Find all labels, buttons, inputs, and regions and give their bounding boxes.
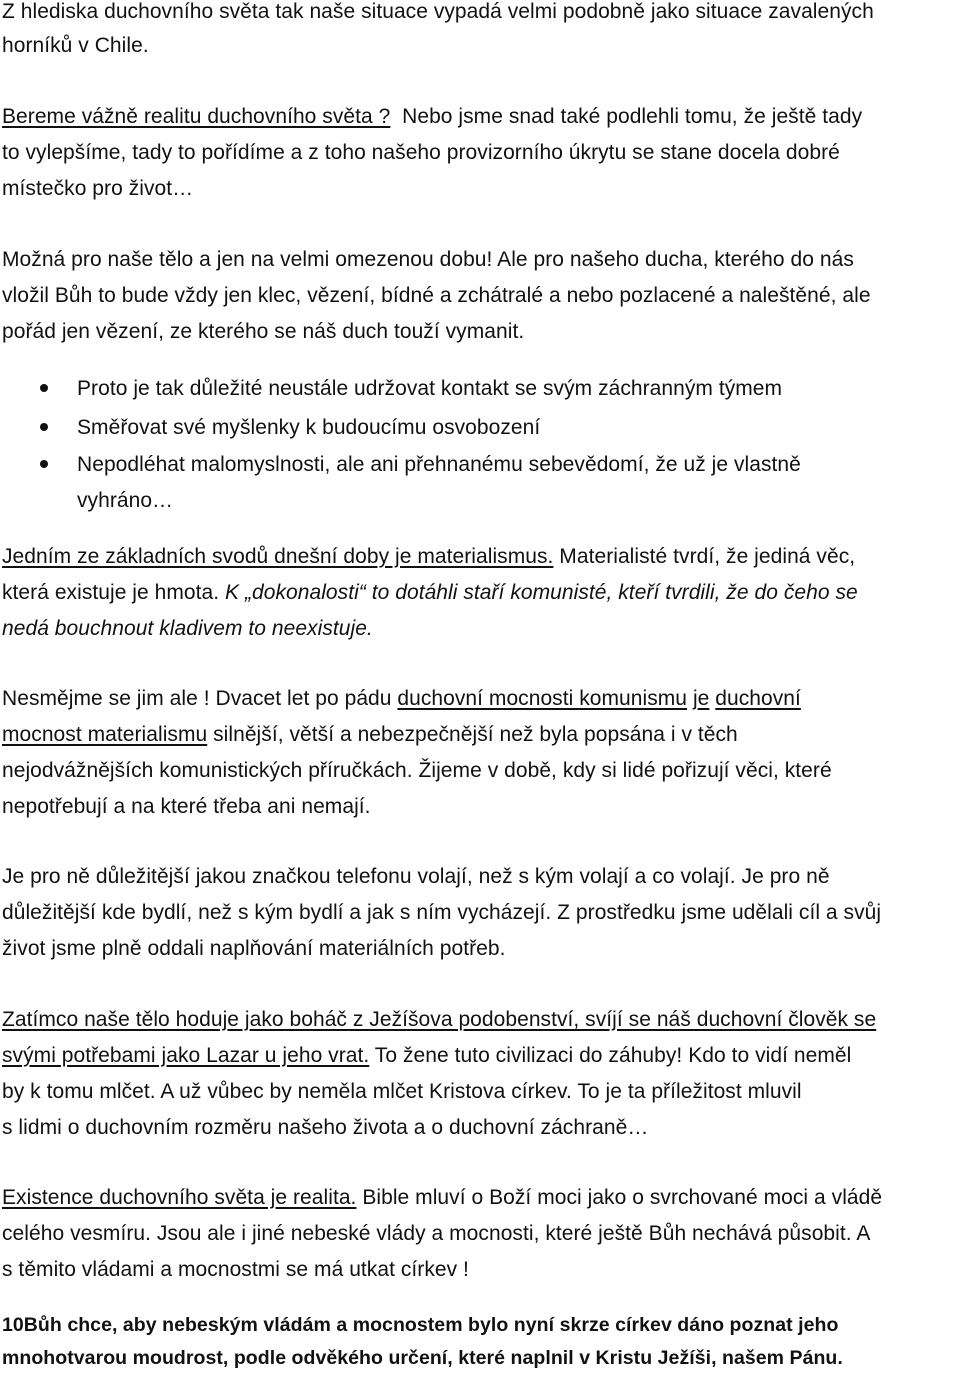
paragraph-7-line-4: s lidmi o duchovním rozměru našeho života a o duchovní záchraně… — [2, 1116, 649, 1139]
underlined-phrase: Bereme vážně realitu duchovního světa ? — [2, 105, 391, 128]
paragraph-6-line-3: život jsme plně oddali naplňování materiálních potřeb. — [2, 937, 506, 960]
bullet-item-3-line-1: Nepodléhat malomyslnosti, ale ani přehnanému sebevědomí, že už je vlastně — [77, 453, 801, 476]
text-run: která existuje je hmota. — [2, 581, 226, 604]
paragraph-4-line-3: nedá bouchnout kladivem to neexistuje. — [2, 617, 373, 640]
bullet-icon — [40, 384, 48, 392]
text-run: Bible mluví o Boží moci jako o svrchované moci a vládě — [356, 1186, 883, 1209]
paragraph-4-line-2 — [2, 575, 858, 611]
paragraph-1-line-1: Z hlediska duchovního světa tak naše situace vypadá velmi podobně jako situace zavalených — [2, 0, 874, 23]
paragraph-3-line-1: Možná pro naše tělo a jen na velmi omezenou dobu! Ale pro našeho ducha, kterého do nás — [2, 248, 854, 271]
text-run: Nebo jsme snad také podlehli tomu, že ještě tady — [390, 105, 863, 128]
underlined-phrase: duchovní mocnosti komunismu — [397, 687, 688, 710]
text-run: Materialisté tvrdí, že jediná věc, — [553, 545, 856, 568]
paragraph-2-line-1 — [2, 99, 862, 135]
bullet-icon — [40, 460, 48, 468]
bullet-item-1: Proto je tak důležité neustále udržovat kontakt se svým záchranným týmem — [77, 377, 783, 400]
underlined-phrase: duchovní — [715, 687, 801, 710]
paragraph-3-line-3: pořád jen vězení, ze kterého se náš duch touží vymanit. — [2, 320, 525, 343]
paragraph-5-line-4: nepotřebují a na které třeba ani nemají. — [2, 795, 371, 818]
underlined-phrase: Jedním ze základních svodů dnešní doby je materialismus. — [2, 545, 554, 568]
bullet-item-2: Směřovat své myšlenky k budoucímu osvobození — [77, 416, 541, 439]
bullet-icon — [40, 423, 48, 431]
bible-verse-line-2: mnohotvarou moudrost, podle odvěkého určení, které naplnil v Kristu Ježíši, našem Pánu. — [2, 1347, 843, 1369]
paragraph-8-line-1 — [2, 1180, 882, 1216]
bullet-item-3-line-2: vyhráno… — [77, 489, 174, 512]
underlined-phrase: svými potřebami jako Lazar u jeho vrat. — [2, 1044, 370, 1067]
paragraph-6-line-2: důležitější kde bydlí, než s kým bydlí a jak s ním vycházejí. Z prostředku jsme udělali cíl a svůj — [2, 901, 882, 924]
paragraph-3-line-2: vložil Bůh to bude vždy jen klec, vězení, bídné a zchátralé a nebo pozlacené a naleštěné, ale — [2, 284, 871, 307]
paragraph-2-line-3: místečko pro život… — [2, 177, 194, 200]
text-run: Nesmějme se jim ale ! Dvacet let po pádu — [2, 687, 398, 710]
paragraph-8-line-3: s těmito vládami a mocnostmi se má utkat církev ! — [2, 1258, 469, 1281]
paragraph-7-line-2 — [2, 1038, 851, 1074]
paragraph-2-line-2: to vylepšíme, tady to pořídíme a z toho našeho provizorního úkrytu se stane docela dobré — [2, 141, 840, 164]
italic-phrase: K „dokonalosti“ to dotáhli staří komunisté, kteří tvrdili, že do čeho se — [225, 581, 858, 604]
text-run: To žene tuto civilizaci do záhuby! Kdo to vidí neměl — [369, 1044, 852, 1067]
paragraph-1-line-2: horníků v Chile. — [2, 34, 149, 57]
paragraph-5-line-2 — [2, 717, 738, 753]
paragraph-4-line-1 — [2, 539, 855, 575]
paragraph-7-line-3: by k tomu mlčet. A už vůbec by neměla mlčet Kristova církev. To je ta příležitost mluvil — [2, 1080, 802, 1103]
text-run: silnější, větší a nebezpečnější než byla popsána i v těch — [207, 723, 738, 746]
paragraph-5-line-3: nejodvážnějších komunistických příručkách. Žijeme v době, kdy si lidé pořizují věci, které — [2, 759, 832, 782]
paragraph-5-line-1 — [2, 681, 801, 717]
paragraph-7-line-1: Zatímco naše tělo hoduje jako boháč z Ježíšova podobenství, svíjí se náš duchovní člověk se — [2, 1008, 877, 1031]
paragraph-8-line-2: celého vesmíru. Jsou ale i jiné nebeské vlády a mocnosti, které ještě Bůh nechává působit. A — [2, 1222, 871, 1245]
paragraph-6-line-1: Je pro ně důležitější jakou značkou telefonu volají, než s kým volají a co volají. Je pro ně — [2, 865, 830, 888]
underlined-phrase: je — [692, 687, 710, 710]
underlined-phrase: Existence duchovního světa je realita. — [2, 1186, 357, 1209]
bible-verse-line-1: 10Bůh chce, aby nebeským vládám a mocnostem bylo nyní skrze církev dáno poznat jeho — [2, 1314, 839, 1336]
underlined-phrase: mocnost materialismu — [2, 723, 208, 746]
